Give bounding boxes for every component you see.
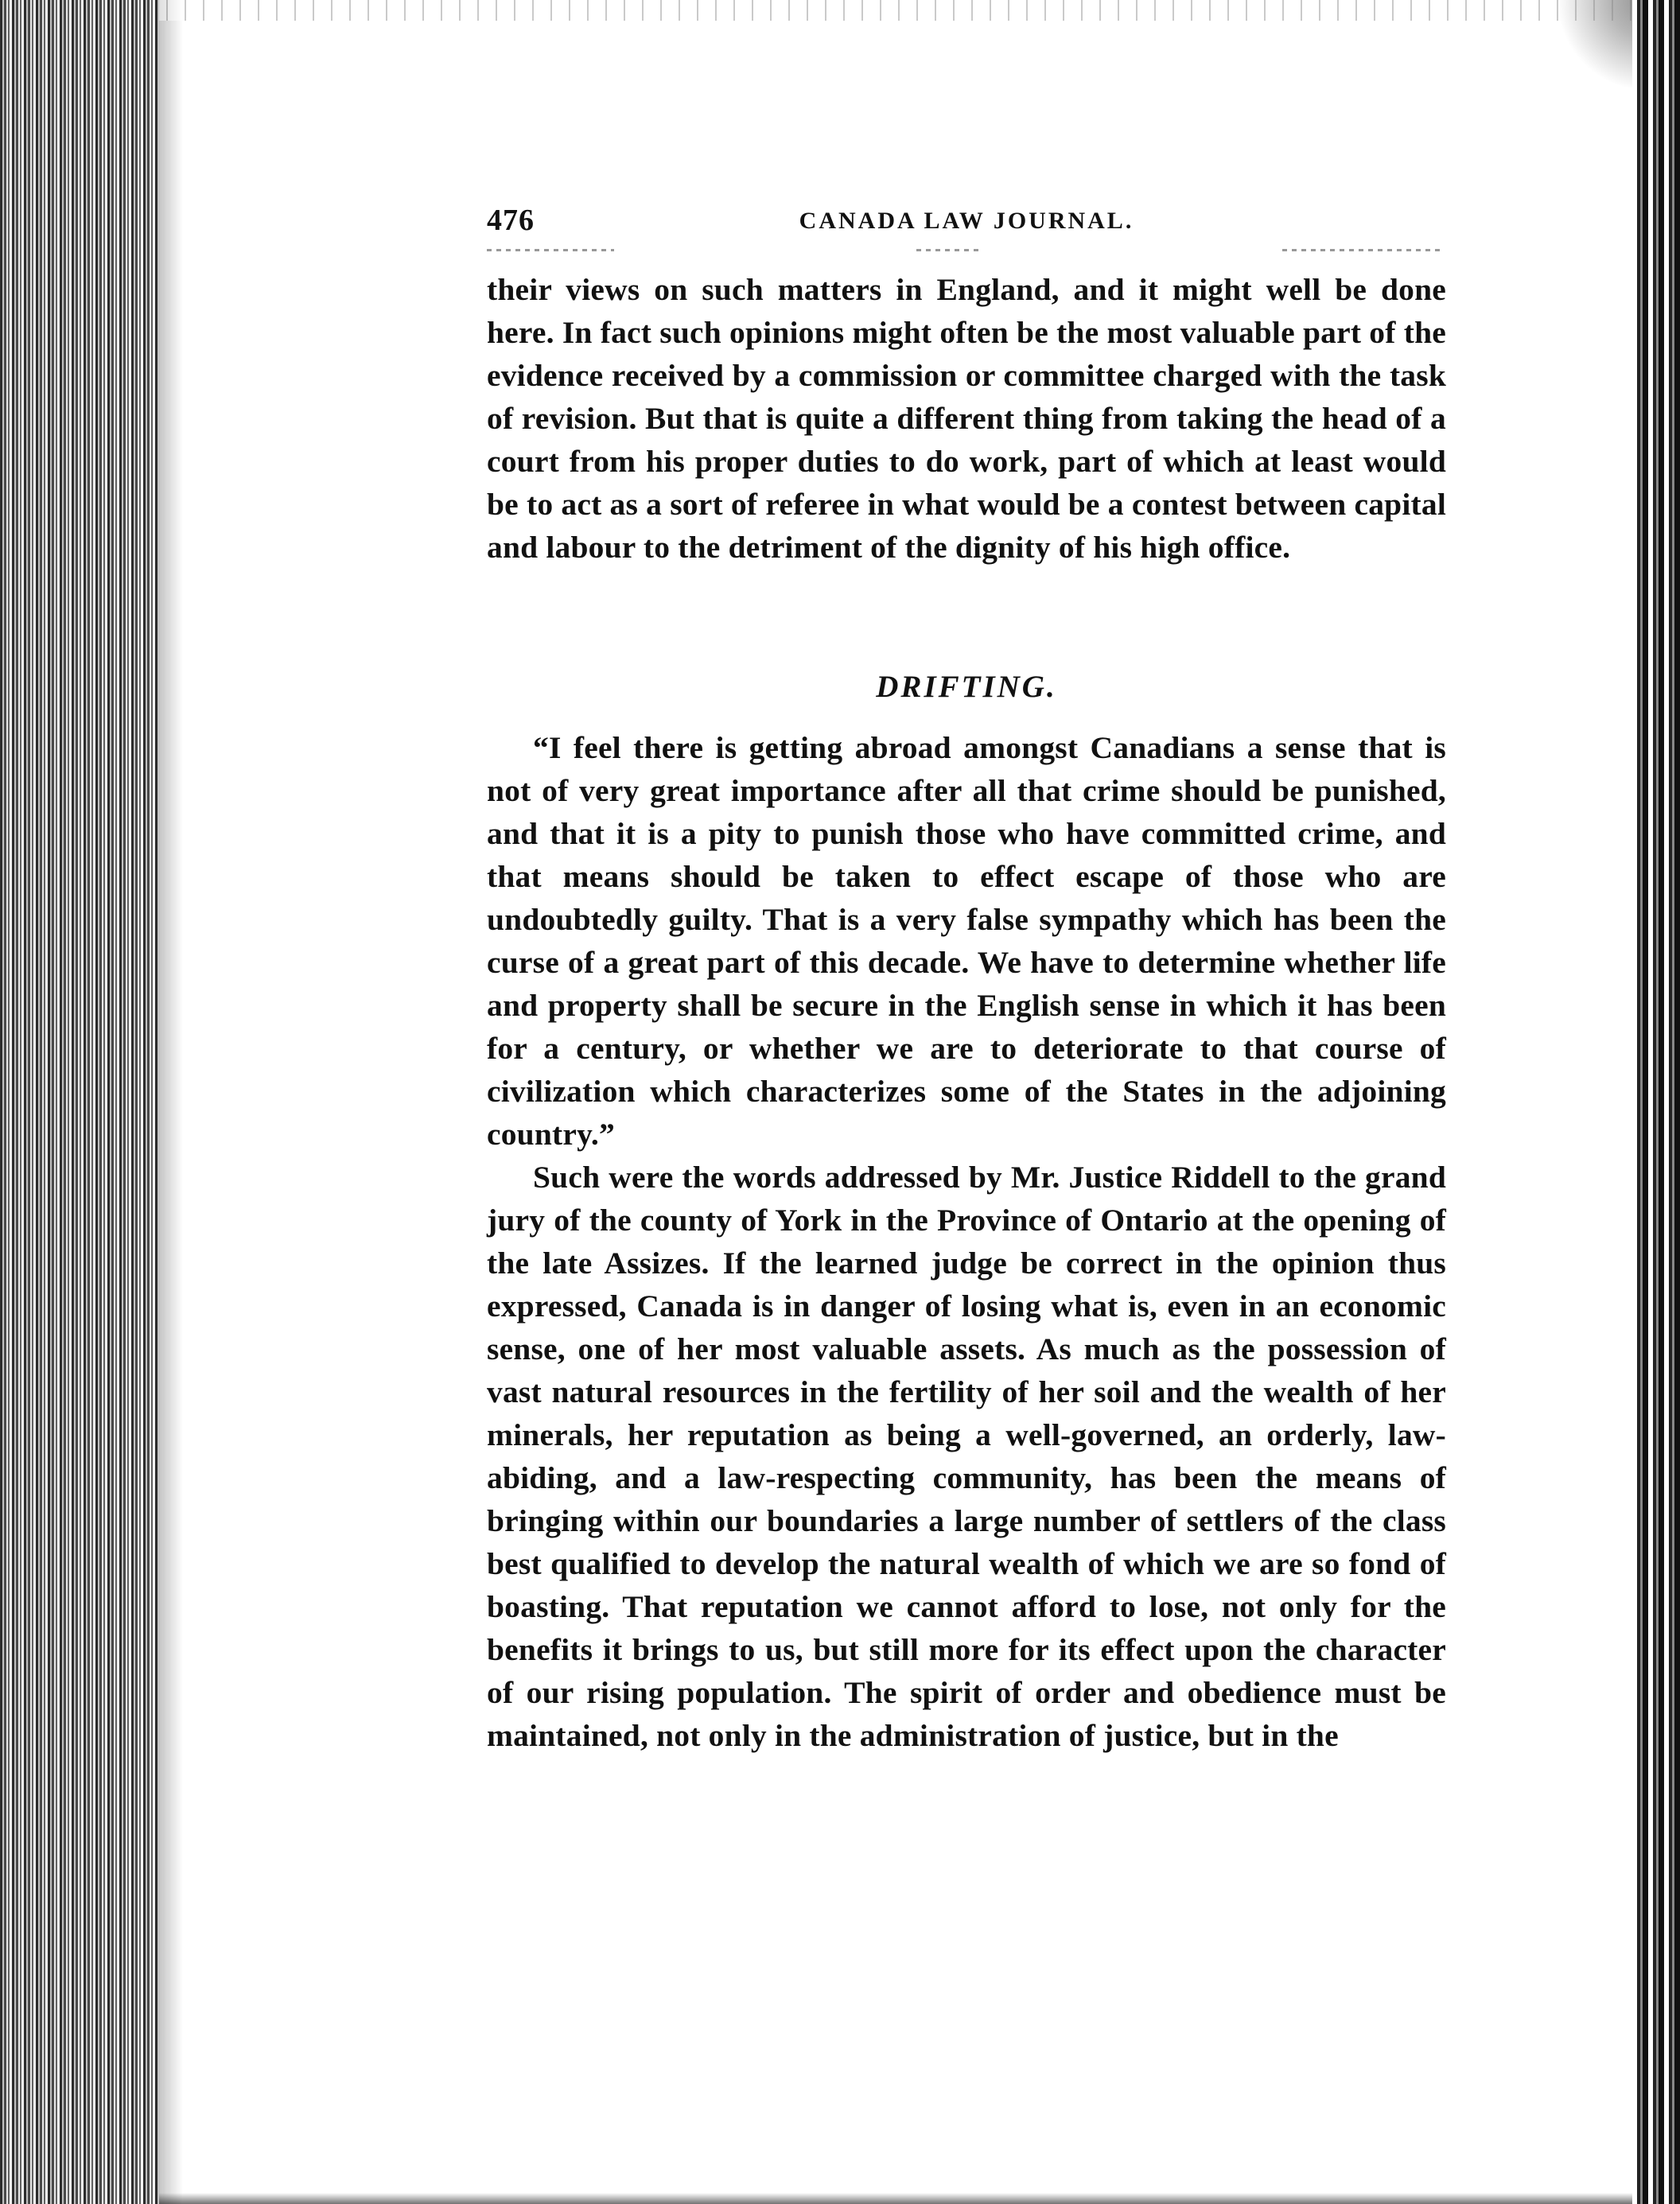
journal-title: CANADA LAW JOURNAL. xyxy=(799,208,1134,234)
page-right-edge xyxy=(1632,0,1680,2204)
page-number: 476 xyxy=(487,204,535,237)
section-title: DRIFTING. xyxy=(876,670,1057,704)
header-rule-left xyxy=(487,249,614,251)
header-rule-center xyxy=(916,249,980,251)
running-head xyxy=(487,203,1446,251)
page-bottom-edge xyxy=(159,2193,1632,2204)
continuation-paragraph: their views on such matters in England, and it might well be done here. In fact such opinions might often be the most valuable part of the evidence received by a commission or committee charged with the task of revision. But that is quite a different thing from taking the head of a court from his proper duties to do work, part of which at least would be to act as a sort of referee in what would be a contest between capital and labour to the detriment of the dignity of his high office. xyxy=(487,272,1446,565)
text-block xyxy=(487,203,1446,1757)
body-paragraph: Such were the words addressed by Mr. Justice Riddell to the grand jury of the county of York in the Province of Ontario at the opening of the late Assizes. If the learned judge be correct in the opinion thus expressed, Canada is in danger of losing what is, even in an economic sense, one of her most valuable assets. As much as the possession of vast natural resources in the fertility of her soil and the wealth of her minerals, her reputation as being a well-governed, an orderly, law-abiding, and a law-respecting community, has been the means of bringing within our boundaries a large number of settlers of the class best qualified to develop the natural wealth of which we are so fond of boasting. That reputation we cannot afford to lose, not only for the benefits it brings to us, but still more for its effect upon the character of our rising population. The spirit of order and obedience must be maintained, not only in the administration of justice, but in the xyxy=(487,1160,1446,1753)
header-rule-right xyxy=(1282,249,1441,251)
page-top-edge xyxy=(159,0,1632,21)
book-binding-edge xyxy=(0,0,159,2204)
quote-paragraph: “I feel there is getting abroad amongst Canadians a sense that is not of very great importance after all that crime should be punished, and that it is a pity to punish those who have committed crime, and that means should be taken to effect escape of those who are undoubtedly guilty. That is a very false sympathy which has been the curse of a great part of this decade. We have to determine whether life and property shall be secure in the English sense in which it has been for a century, or whether we are to deteriorate to that course of civilization which characterizes some of the States in the adjoining country.” xyxy=(487,730,1446,1152)
